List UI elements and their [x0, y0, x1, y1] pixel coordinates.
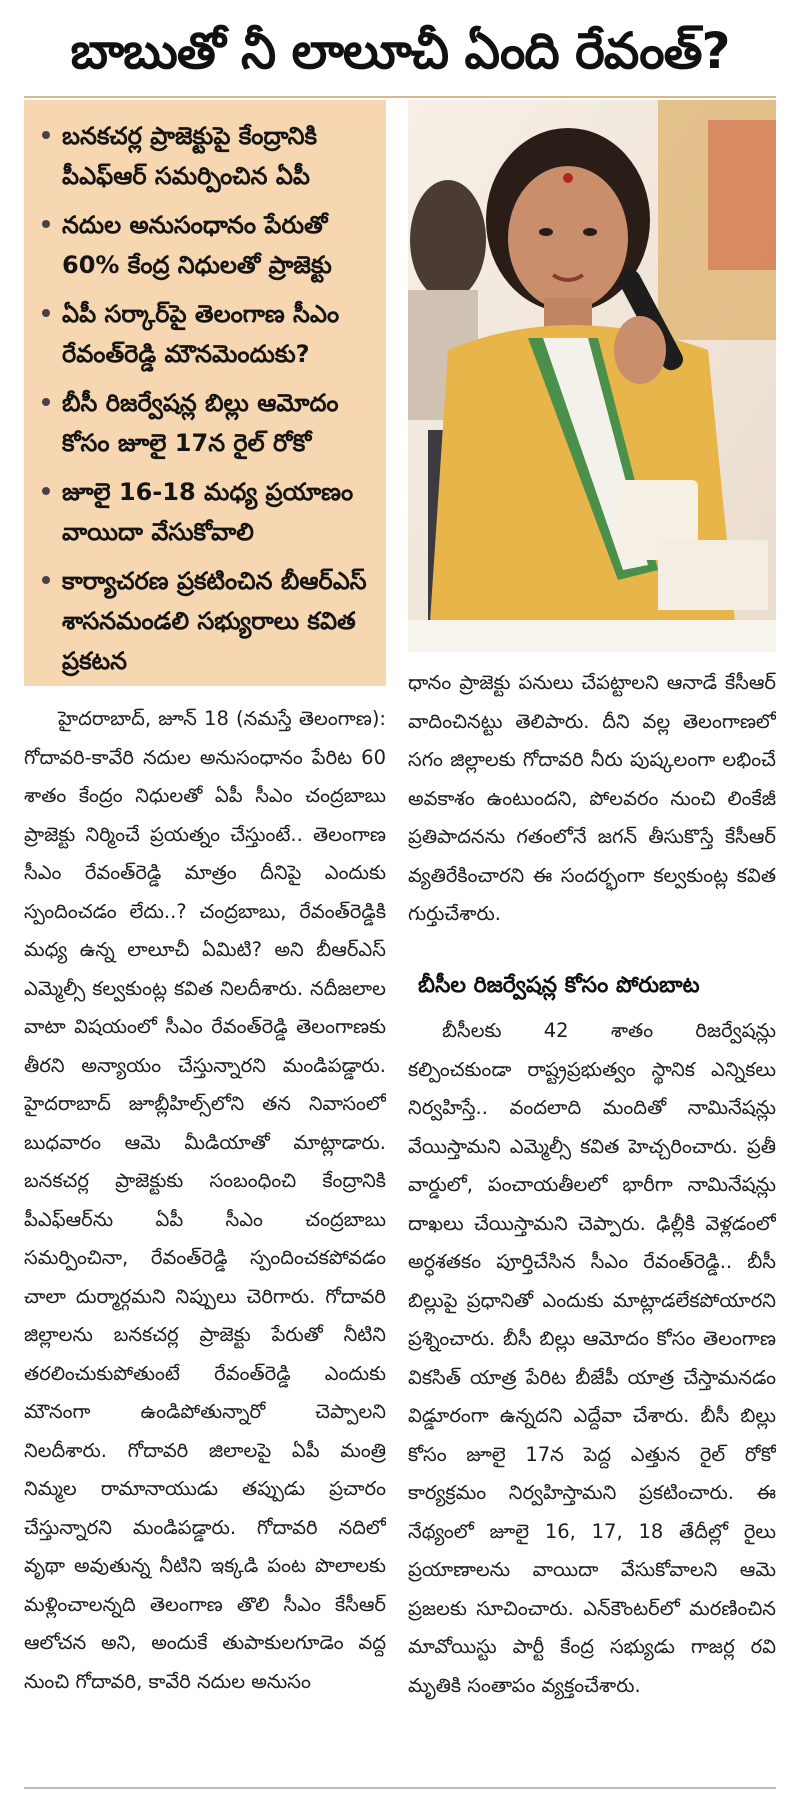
speaker-photo-illustration	[408, 100, 776, 652]
article-subheading: బీసీల రిజర్వేషన్ల కోసం పోరుబాట	[418, 973, 700, 998]
highlight-text: బనకచర్ల ప్రాజెక్టుపై కేంద్రానికి పీఎఫ్ఆర్ సమర్పించిన ఏపీ	[62, 122, 318, 190]
article-column-left	[24, 700, 386, 1780]
article-column-right-top	[408, 664, 776, 954]
highlight-text: నదుల అనుసంధానం పేరుతో 60% కేంద్ర నిధులతో ప్రాజెక్టు	[62, 211, 332, 279]
article-column-right-bottom	[408, 1012, 776, 1782]
article-paragraph: బీసీలకు 42 శాతం రిజర్వేషన్లు కల్పించకుండా రాష్ట్రప్రభుత్వం స్థానిక ఎన్నికలు నిర్వహిస్తే.. వందలాది మందితో నామినేషన్లు వేయిస్తామని ఎమ్మెల్సీ కవిత హెచ్చరించారు. ప్రతీ వార్డులో, పంచాయతీలలో భారీగా నామినేషన్లు దాఖలు చేయిస్తామని చెప్పారు. ఢిల్లీకి వెళ్లడంలో అర్ధశతకం పూర్తిచేసిన సీఎం రేవంత్‌రెడ్డి.. బీసీ బిల్లుపై ప్రధానితో ఎందుకు మాట్లాడలేకపోయారని ప్రశ్నించారు. బీసీ బిల్లు ఆమోదం కోసం తెలంగాణ వికసిత్ యాత్ర పేరిట బీజేపీ యాత్ర చేస్తామనడం విడ్డూరంగా ఉన్నదని ఎద్దేవా చేశారు. బీసీ బిల్లు కోసం జూలై 17న పెద్ద ఎత్తున రైల్ రోకో కార్యక్రమం నిర్వహిస్తామని ప్రకటించారు. ఈ నేథ్యంలో జూలై 16, 17, 18 తేదీల్లో రైలు ప్రయాణాలను వాయిదా వేసుకోవాలని ఆమె ప్రజలకు సూచించారు. ఎన్‌కౌంటర్‌లో మరణించిన మావోయిస్టు పార్టీ కేంద్ర సభ్యుడు గాజర్ల రవి మృతికి సంతాపం వ్యక్తంచేశారు.	[408, 1019, 776, 1697]
highlight-item	[36, 561, 378, 681]
highlight-text: జూలై 16-18 మధ్య ప్రయాణం వాయిదా వేసుకోవాలి	[62, 478, 354, 546]
top-divider	[24, 96, 776, 98]
bottom-divider	[24, 1787, 776, 1789]
bullet-icon	[42, 309, 50, 317]
article-paragraph: హైదరాబాద్, జూన్ 18 (నమస్తే తెలంగాణ): గోదావరి-కావేరి నదుల అనుసంధానం పేరిట 60 శాతం కేంద్రం నిధులతో ఏపీ సీఎం చంద్రబాబు ప్రాజెక్టు నిర్మించే ప్రయత్నం చేస్తుంటే.. తెలంగాణ సీఎం రేవంత్‌రెడ్డి మాత్రం దీనిపై ఎందుకు స్పందించడం లేదు..? చంద్రబాబు, రేవంత్‌రెడ్డికి మధ్య ఉన్న లాలూచీ ఏమిటి? అని బీఆర్ఎస్ ఎమ్మెల్సీ కల్వకుంట్ల కవిత నిలదీశారు. నదీజలాల వాటా విషయంలో సీఎం రేవంత్‌రెడ్డి తెలంగాణకు తీరని అన్యాయం చేస్తున్నారని మండిపడ్డారు. హైదరాబాద్ జూబ్లీహిల్స్‌లోని తన నివాసంలో బుధవారం ఆమె మీడియాతో మాట్లాడారు. బనకచర్ల ప్రాజెక్టుకు సంబంధించి కేంద్రానికి పీఎఫ్ఆర్‌ను ఏపీ సీఎం చంద్రబాబు సమర్పించినా, రేవంత్‌రెడ్డి స్పందించకపోవడం చాలా దుర్మార్గమని నిప్పులు చెరిగారు. గోదావరి జిల్లాలను బనకచర్ల ప్రాజెక్టు పేరుతో నీటిని తరలించుకుపోతుంటే రేవంత్‌రెడ్డి ఎందుకు మౌనంగా ఉండిపోతున్నారో చెప్పాలని నిలదీశారు. గోదావరి జిలాలపై ఏపీ మంత్రి నిమ్మల రామానాయుడు తప్పుడు ప్రచారం చేస్తున్నారని మండిపడ్డారు. గోదావరి నదిలో వృథా అవుతున్న నీటిని ఇక్కడి పంట పొలాలకు మళ్లించాలన్నది తెలంగాణ తొలి సీఎం కేసీఆర్ ఆలోచన అని, అందుకే తుపాకులగూడెం వద్ద నుంచి గోదావరి, కావేరి నదుల అనుసం	[24, 707, 386, 1693]
highlight-item	[36, 383, 378, 463]
highlight-text: కార్యాచరణ ప్రకటించిన బీఆర్ఎస్ శాసనమండలి సభ్యురాలు కవిత ప్రకటన	[62, 567, 367, 675]
highlights-box	[24, 100, 386, 686]
bullet-icon	[42, 220, 50, 228]
highlight-item	[36, 205, 378, 285]
highlight-item	[36, 116, 378, 196]
highlight-text: బీసీ రిజర్వేషన్ల బిల్లు ఆమోదం కోసం జూలై 17న రైల్ రోకో	[62, 389, 339, 457]
highlight-item	[36, 472, 378, 552]
bullet-icon	[42, 131, 50, 139]
bullet-icon	[42, 487, 50, 495]
news-photo	[408, 100, 776, 652]
article-paragraph: ధానం ప్రాజెక్టు పనులు చేపట్టాలని ఆనాడే కేసీఆర్ వాదించినట్టు తెలిపారు. దీని వల్ల తెలంగాణలో సగం జిల్లాలకు గోదావరి నీరు పుష్కలంగా లభించే అవకాశం ఉంటుందని, పోలవరం నుంచి లింకేజీ ప్రతిపాదనను గతంలోనే జగన్ తీసుకొస్తే కేసీఆర్ వ్యతిరేకించారని ఈ సందర్భంగా కల్వకుంట్ల కవిత గుర్తుచేశారు.	[408, 671, 776, 925]
headline: బాబుతో నీ లాలూచీ ఏంది రేవంత్?	[70, 22, 730, 80]
bullet-icon	[42, 576, 50, 584]
highlight-item	[36, 294, 378, 374]
bullet-icon	[42, 398, 50, 406]
highlight-text: ఏపీ సర్కార్‌పై తెలంగాణ సీఎం రేవంత్‌రెడ్డి మౌనమెందుకు?	[62, 300, 340, 368]
